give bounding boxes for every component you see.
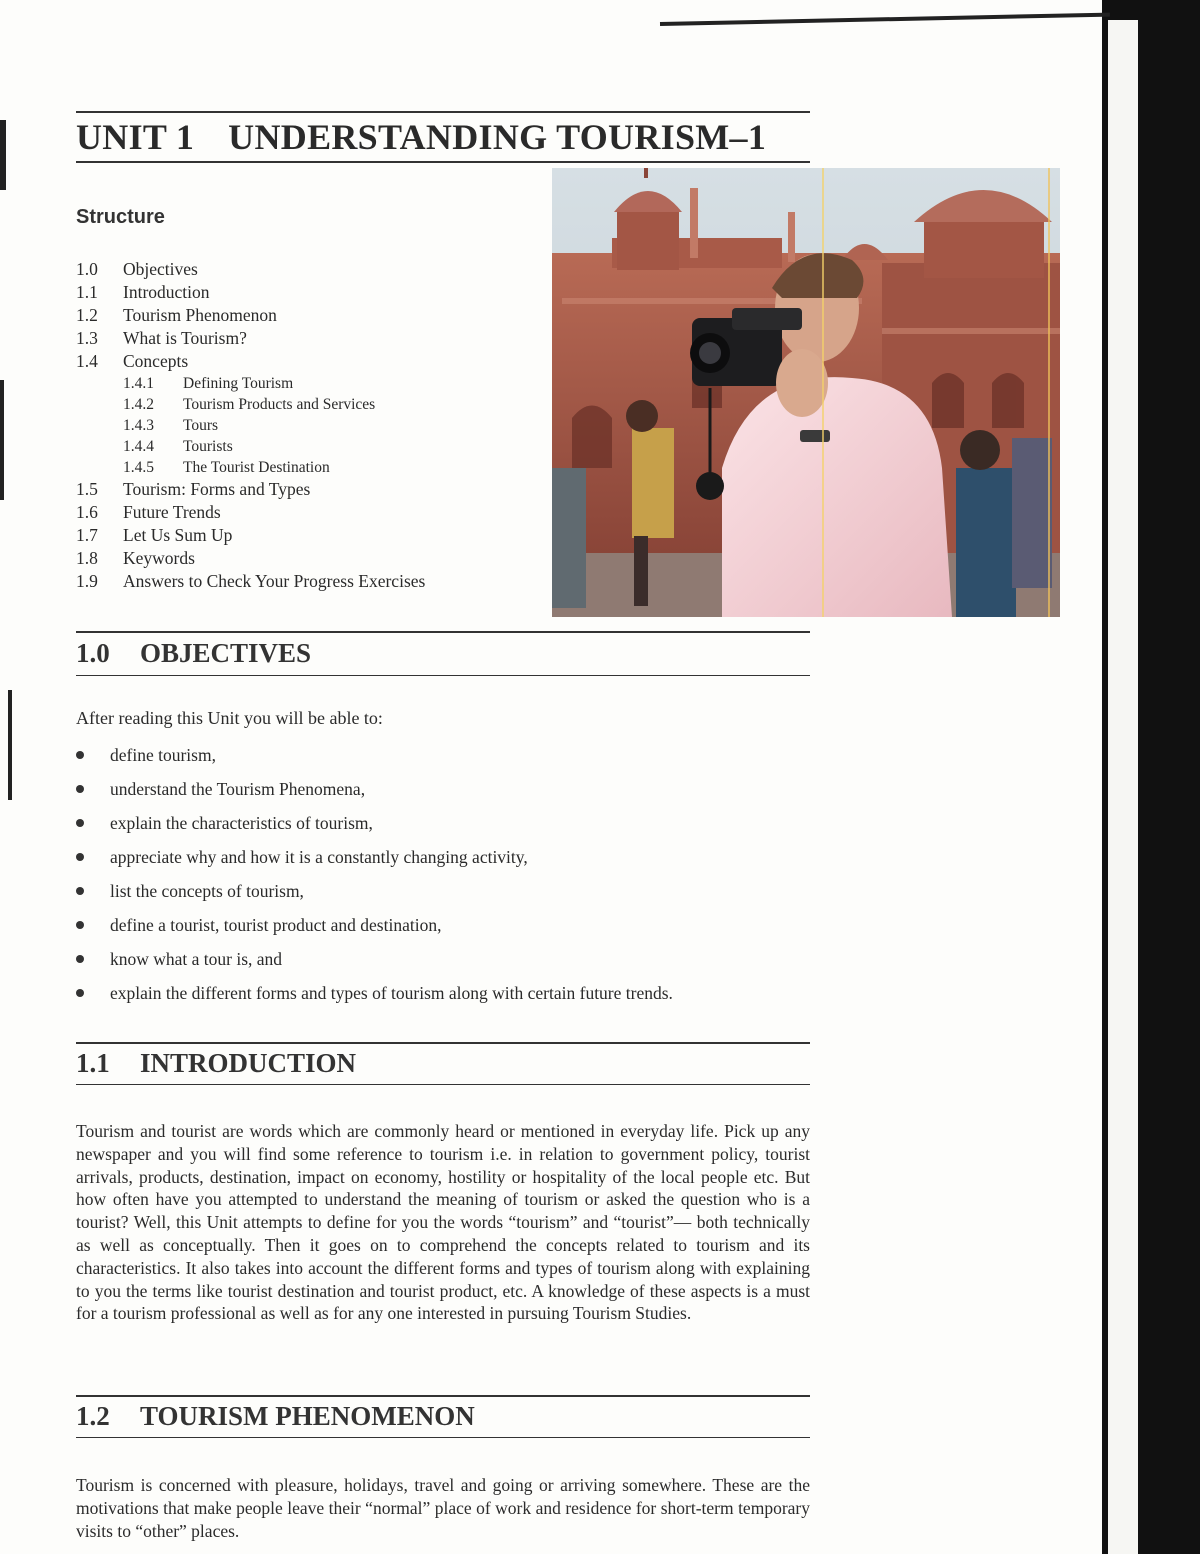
toc-subitem xyxy=(76,394,546,415)
tourist-photo xyxy=(552,168,1060,617)
unit-number: UNIT 1 xyxy=(76,117,195,157)
objective-text: explain the different forms and types of tourism along with certain future trends. xyxy=(110,983,673,1003)
bullet-dot xyxy=(76,751,84,759)
toc-number: 1.2 xyxy=(76,305,98,325)
toc-label: Future Trends xyxy=(123,502,221,522)
toc-label: The Tourist Destination xyxy=(183,459,330,476)
section-rule-bottom xyxy=(76,1084,810,1085)
section-number: 1.0 xyxy=(76,638,110,668)
section-number: 1.2 xyxy=(76,1401,110,1431)
toc-number: 1.8 xyxy=(76,548,98,568)
objective-text: list the concepts of tourism, xyxy=(110,881,304,901)
toc-label: Tours xyxy=(183,417,219,434)
bullet-dot xyxy=(76,785,84,793)
toc-number: 1.4.4 xyxy=(123,438,154,455)
objective-text: appreciate why and how it is a constantly changing activity, xyxy=(110,847,528,867)
section-rule-bottom xyxy=(76,1437,810,1438)
toc-label: Let Us Sum Up xyxy=(123,525,233,545)
objectives-heading xyxy=(76,638,311,669)
toc-item xyxy=(76,570,546,593)
toc-item xyxy=(76,524,546,547)
toc-label: Tourists xyxy=(183,438,233,455)
toc-number: 1.4.2 xyxy=(123,396,154,413)
toc-label: Defining Tourism xyxy=(183,375,294,392)
objective-text: explain the characteristics of tourism, xyxy=(110,813,373,833)
toc-number: 1.4.1 xyxy=(123,375,154,392)
toc-label: Answers to Check Your Progress Exercises xyxy=(123,571,426,591)
objective-item xyxy=(76,738,816,772)
structure-heading: Structure xyxy=(76,206,165,228)
objective-item xyxy=(76,840,816,874)
toc-subitem xyxy=(76,436,546,457)
scan-mark xyxy=(8,690,12,800)
section-rule-top xyxy=(76,1395,810,1397)
section-rule-top xyxy=(76,1042,810,1044)
bullet-dot xyxy=(76,955,84,963)
toc-subitem xyxy=(76,373,546,394)
objective-item xyxy=(76,908,816,942)
toc-number: 1.4.3 xyxy=(123,417,154,434)
toc-item xyxy=(76,281,546,304)
bullet-dot xyxy=(76,989,84,997)
objectives-intro: After reading this Unit you will be able to: xyxy=(76,708,383,728)
introduction-paragraph: Tourism and tourist are words which are commonly heard or mentioned in everyday life. Pick up any newspaper and you will find some reference to tourism i.e. in relation to government policy, tourist arrivals, products, destination, impact on economy, hostility or hospitality of the local people etc. But how often have you attempted to understand the meaning of tourism or asked the question who is a tourist? Well, this Unit attempts to define for you the words “tourism” and “tourist”— both technically as well as conceptually. Then it goes on to comprehend the concepts related to tourism and its characteristics. It also takes into account the different forms and types of tourism along with explaining to you the terms like tourist destination and tourist product, etc. A knowledge of these aspects is a must for a tourism professional as well as for any one interested in pursuing Tourism Studies. xyxy=(76,1121,810,1324)
toc-item xyxy=(76,350,546,373)
phenomenon-paragraph: Tourism is concerned with pleasure, holidays, travel and going or arriving somewhere. These are the motivations that make people leave their “normal” place of work and residence for short-term temporary visits to “other” places. xyxy=(76,1475,810,1541)
toc-label: Tourism Phenomenon xyxy=(123,305,277,325)
toc-label: Objectives xyxy=(123,259,198,279)
section-rule-bottom xyxy=(76,675,810,676)
section-title: OBJECTIVES xyxy=(140,638,312,668)
toc-number: 1.5 xyxy=(76,479,98,499)
toc-label: Tourism: Forms and Types xyxy=(123,479,311,499)
scan-mark xyxy=(0,380,4,500)
objective-item xyxy=(76,942,816,976)
title-rule-bottom xyxy=(76,161,810,163)
objective-item xyxy=(76,874,816,908)
toc-number: 1.6 xyxy=(76,502,98,522)
objective-item xyxy=(76,976,816,1010)
toc-number: 1.7 xyxy=(76,525,98,545)
toc-item xyxy=(76,478,546,501)
section-number: 1.1 xyxy=(76,1048,110,1078)
title-rule-top xyxy=(76,111,810,113)
toc-item xyxy=(76,501,546,524)
objective-text: understand the Tourism Phenomena, xyxy=(110,779,366,799)
structure-list xyxy=(76,258,546,593)
toc-label: Introduction xyxy=(123,282,210,302)
section-title: TOURISM PHENOMENON xyxy=(140,1401,475,1431)
toc-number: 1.9 xyxy=(76,571,98,591)
toc-number: 1.4 xyxy=(76,351,98,371)
introduction-heading xyxy=(76,1048,356,1079)
toc-label: What is Tourism? xyxy=(123,328,247,348)
toc-label: Concepts xyxy=(123,351,189,371)
toc-number: 1.4.5 xyxy=(123,459,154,476)
bullet-dot xyxy=(76,819,84,827)
objectives-list xyxy=(76,738,816,1010)
scan-mark xyxy=(0,120,6,190)
section-rule-top xyxy=(76,631,810,633)
toc-item xyxy=(76,547,546,570)
toc-item xyxy=(76,258,546,281)
toc-number: 1.0 xyxy=(76,259,98,279)
phenomenon-heading xyxy=(76,1401,475,1432)
bullet-dot xyxy=(76,853,84,861)
objective-text: know what a tour is, and xyxy=(110,949,283,969)
page-margin-right xyxy=(1108,20,1138,1554)
toc-subitem xyxy=(76,457,546,478)
toc-label: Keywords xyxy=(123,548,195,568)
toc-item xyxy=(76,304,546,327)
toc-number: 1.1 xyxy=(76,282,98,302)
bullet-dot xyxy=(76,921,84,929)
bullet-dot xyxy=(76,887,84,895)
toc-subitem xyxy=(76,415,546,436)
objective-text: define tourism, xyxy=(110,745,216,765)
toc-item xyxy=(76,327,546,350)
objective-item xyxy=(76,772,816,806)
unit-title xyxy=(76,116,836,158)
objective-item xyxy=(76,806,816,840)
section-title: INTRODUCTION xyxy=(140,1048,357,1078)
scan-edge-top xyxy=(660,13,1110,26)
toc-number: 1.3 xyxy=(76,328,98,348)
unit-name: UNDERSTANDING TOURISM–1 xyxy=(228,117,767,157)
toc-label: Tourism Products and Services xyxy=(183,396,376,413)
objective-text: define a tourist, tourist product and destination, xyxy=(110,915,442,935)
